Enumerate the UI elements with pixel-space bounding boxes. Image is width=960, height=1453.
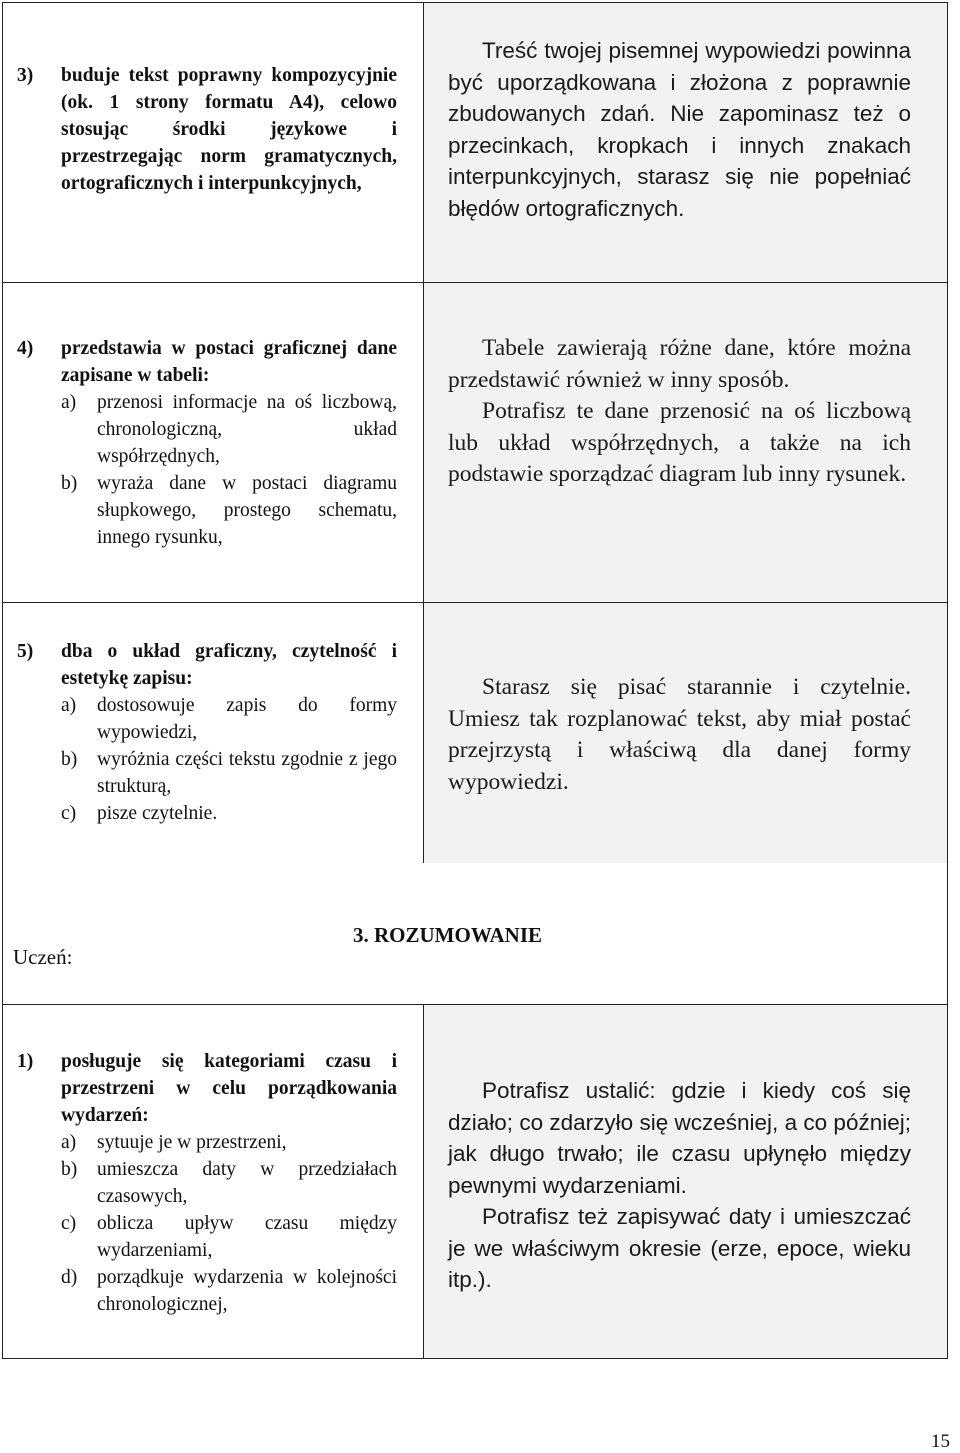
sub-item	[61, 470, 397, 551]
sub-item	[61, 746, 397, 800]
sub-item-letter: b)	[61, 749, 78, 770]
sub-item-text: wyróżnia części tekstu zgodnie z jego strukturą,	[97, 749, 397, 797]
sub-item-letter: d)	[61, 1267, 78, 1288]
requirement-heading: dba o układ graficzny, czytelność i estetykę zapisu:	[61, 641, 397, 689]
sub-item-letter: c)	[61, 803, 77, 824]
sub-item-letter: c)	[61, 1213, 77, 1234]
sub-item	[61, 692, 397, 746]
section-header	[2, 863, 948, 1005]
sub-item-text: pisze czytelnie.	[97, 803, 218, 824]
requirement-cell	[3, 283, 424, 602]
explanation-paragraph: Tabele zawierają różne dane, które można przedstawić również w inny sposób.	[448, 335, 911, 393]
explanation-paragraph: Potrafisz ustalić: gdzie i kiedy coś się działo; co zdarzyło się wcześniej, a co później; jak długo trwało; ile czasu upłynęło między pewnymi wydarzeniami.	[448, 1078, 911, 1198]
requirement-cell	[3, 1005, 424, 1358]
sub-item-letter: b)	[61, 1159, 78, 1180]
explanation-paragraph: Potrafisz te dane przenosić na oś liczbową lub układ współrzędnych, a także na ich podstawie sporządzać diagram lub inny rysunek.	[448, 398, 911, 487]
sub-item-letter: a)	[61, 695, 77, 716]
explanation-cell	[424, 3, 947, 282]
page-number: 15	[931, 1431, 950, 1452]
explanation-paragraph: Treść twojej pisemnej wypowiedzi powinna być uporządkowana i złożona z poprawnie zbudowanych zdań. Nie zapominasz też o przecinkach, kropkach i innych znakach interpunkcyjnych, starasz się nie popełniać błędów ortograficznych.	[448, 38, 911, 221]
sub-item	[61, 1129, 397, 1156]
sub-item	[61, 800, 397, 827]
student-label: Uczeń:	[13, 945, 73, 969]
sub-item-text: porządkuje wydarzenia w kolejności chronologicznej,	[97, 1267, 397, 1315]
item-number: 4)	[17, 338, 34, 359]
table-row-1	[2, 1004, 948, 1359]
requirement-heading: posługuje się kategoriami czasu i przestrzeni w celu porządkowania wydarzeń:	[61, 1051, 397, 1126]
sub-item-letter: b)	[61, 473, 78, 494]
item-number: 3)	[17, 65, 34, 86]
item-number: 5)	[17, 641, 34, 662]
sub-item-text: umieszcza daty w przedziałach czasowych,	[97, 1159, 397, 1207]
requirement-heading: buduje tekst poprawny kompozycyjnie (ok. 1 strony formatu A4), celowo stosując środki językowe i przestrzegając norm gramatycznych, ortograficznych i interpunkcyjnych,	[61, 65, 397, 194]
sub-item-text: oblicza upływ czasu między wydarzeniami,	[97, 1213, 397, 1261]
explanation-cell	[424, 283, 947, 602]
item-number: 1)	[17, 1051, 34, 1072]
table-row-4	[2, 282, 948, 603]
explanation-cell	[424, 603, 947, 863]
requirement-cell	[3, 3, 424, 282]
sub-item-text: wyraża dane w postaci diagramu słupkowego, prostego schematu, innego rysunku,	[97, 473, 397, 548]
requirement-heading: przedstawia w postaci graficznej dane zapisane w tabeli:	[61, 338, 397, 386]
section-title: 3. ROZUMOWANIE	[353, 923, 543, 947]
sub-item-text: przenosi informacje na oś liczbową, chronologiczną, układ współrzędnych,	[97, 392, 397, 467]
explanation-cell	[424, 1005, 947, 1358]
sub-item	[61, 1156, 397, 1210]
explanation-paragraph: Potrafisz też zapisywać daty i umieszczać je we właściwym okresie (erze, epoce, wieku itp.).	[448, 1204, 911, 1292]
requirement-cell	[3, 603, 424, 863]
table-row-3	[2, 2, 948, 283]
explanation-paragraph: Starasz się pisać starannie i czytelnie. Umiesz tak rozplanować tekst, aby miał postać przejrzystą i właściwą dla danej formy wypowiedzi.	[448, 674, 911, 795]
sub-item-letter: a)	[61, 392, 77, 413]
sub-item-text: dostosowuje zapis do formy wypowiedzi,	[97, 695, 397, 743]
table-row-5	[2, 602, 948, 864]
sub-item	[61, 1264, 397, 1318]
sub-item	[61, 389, 397, 470]
sub-item	[61, 1210, 397, 1264]
sub-item-letter: a)	[61, 1132, 77, 1153]
sub-item-text: sytuuje je w przestrzeni,	[97, 1132, 287, 1153]
